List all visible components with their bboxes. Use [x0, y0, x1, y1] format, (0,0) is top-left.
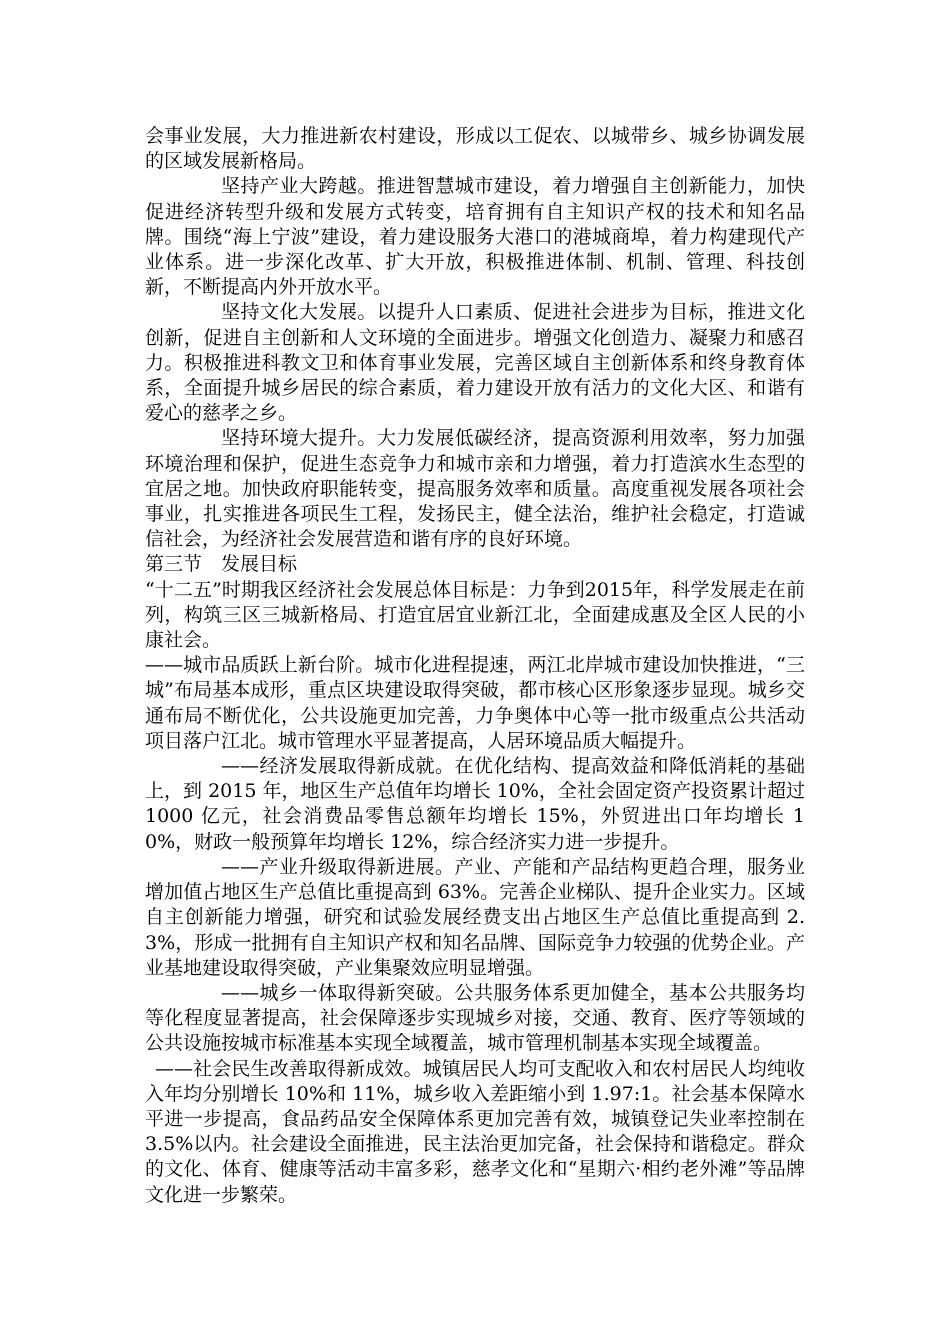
paragraph-environment-upgrade: 坚持环境大提升。大力发展低碳经济，提高资源利用效率，努力加强环境治理和保护，促进生态竞争力和城市亲和力增强，着力打造滨水生态型的宜居之地。加快政府职能转变，提高服务效率和质量。高度重视发展各项社会事业，扎实推进各项民生工程，发扬民主，健全法治，维护社会稳定，打造诚信社会，为经济社会发展营造和谐有序的良好环境。 [145, 427, 805, 551]
paragraph-city-quality: ——城市品质跃上新台阶。城市化进程提速，两江北岸城市建设加快推进，“三城”布局基本成形，重点区块建设取得突破，都市核心区形象逐步显现。城乡交通布局不断优化，公共设施更加完善，力争奥体中心等一批市级重点公共活动项目落户江北。城市管理水平显著提高，人居环境品质大幅提升。 [145, 654, 805, 752]
paragraph-culture-development: 坚持文化大发展。以提升人口素质、促进社会进步为目标，推进文化创新，促进自主创新和人文环境的全面进步。增强文化创造力、凝聚力和感召力。积极推进科教文卫和体育事业发展，完善区域自主创新体系和终身教育体系，全面提升城乡居民的综合素质，着力建设开放有活力的文化大区、和谐有爱心的慈孝之乡。 [145, 301, 805, 425]
paragraph-industry-leap: 坚持产业大跨越。推进智慧城市建设，着力增强自主创新能力，加快促进经济转型升级和发展方式转变，培育拥有自主知识产权的技术和知名品牌。围绕“海上宁波”建设，着力建设服务大港口的港城商埠，着力构建现代产业体系。进一步深化改革、扩大开放，积极推进体制、机制、管理、科技创新，不断提高内外开放水平。 [145, 175, 805, 299]
paragraph-overall-goal: “十二五”时期我区经济社会发展总体目标是：力争到2015年，科学发展走在前列，构筑三区三城新格局、打造宜居宜业新江北，全面建成惠及全区人民的小康社会。 [145, 578, 805, 652]
paragraph-industry-upgrade: ——产业升级取得新进展。产业、产能和产品结构更趋合理，服务业增加值占地区生产总值比重提高到 63%。完善企业梯队、提升企业实力。区域自主创新能力增强，研究和试验发展经费支出占地区生产总值比重提高到 2.3%，形成一批拥有自主知识产权和知名品牌、国际竞争力较强的优势企业。产业基地建设取得突破，产业集聚效应明显增强。 [145, 855, 805, 979]
paragraph-urban-rural-integration: ——城乡一体取得新突破。公共服务体系更加健全，基本公共服务均等化程度显著提高，社会保障逐步实现城乡对接，交通、教育、医疗等领域的公共设施按城市标准基本实现全域覆盖，城市管理机制基本实现全域覆盖。 [145, 981, 805, 1055]
paragraph-continuation: 会事业发展，大力推进新农村建设，形成以工促农、以城带乡、城乡协调发展的区域发展新格局。 [145, 125, 805, 173]
paragraph-social-welfare: ——社会民生改善取得新成效。城镇居民人均可支配收入和农村居民人均纯收入年均分别增长 10%和 11%，城乡收入差距缩小到 1.97:1。社会基本保障水平进一步提高，食品药品安全保障体系更加完善有效，城镇登记失业率控制在 3.5%以内。社会建设全面推进，民主法治更加完备，社会保持和谐稳定。群众的文化、体育、健康等活动丰富多彩，慈孝文化和“星期六·相约老外滩”等品牌文化进一步繁荣。 [145, 1057, 805, 1206]
paragraph-economic-growth: ——经济发展取得新成就。在优化结构、提高效益和降低消耗的基础上，到 2015 年，地区生产总值年均增长 10%，全社会固定资产投资累计超过 1000 亿元，社会消费品零售总额年均增长 15%，外贸进出口年均增长 10%，财政一般预算年均增长 12%，综合经济实力进一步提升。 [145, 755, 805, 853]
section-heading: 第三节 发展目标 [145, 553, 298, 576]
document-page [145, 124, 805, 1208]
